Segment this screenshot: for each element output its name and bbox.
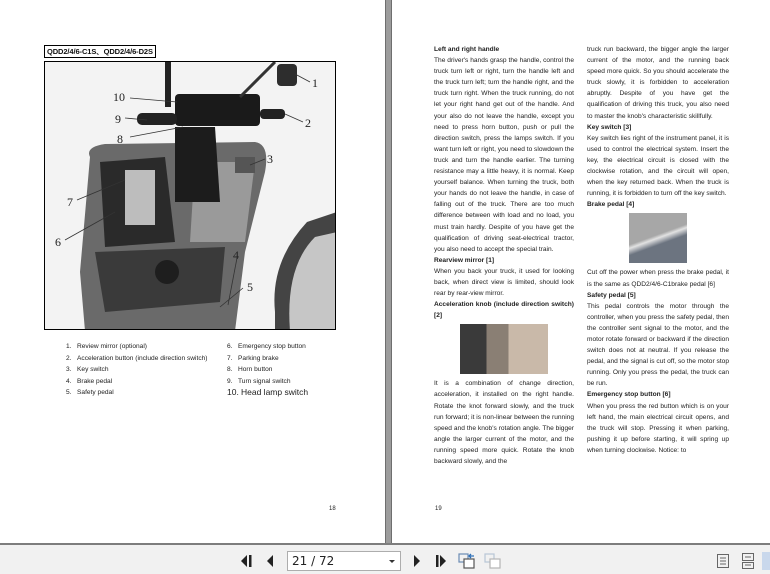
model-label: QDD2/4/6-C1S、QDD2/4/6-D2S — [44, 45, 156, 58]
next-page-icon — [412, 555, 422, 567]
heading-key-switch: Key switch [3] — [587, 123, 632, 131]
paragraph: It is a combination of change direction, acceleration, it installed on the right handle. Rotate the knot forward slowly, and the truck run forward; it is non-linear between the running speed and the knob's rotation angle. The bigger angle the larger current of the motor, and the running speed more quick. Rotate the knob backward slowly, and the — [434, 380, 574, 465]
page-number-right: 19 — [435, 506, 442, 512]
next-view-icon — [484, 552, 502, 570]
previous-view-icon — [458, 552, 476, 570]
truck-control-photo — [45, 62, 336, 330]
text-column-2 — [587, 44, 729, 456]
prev-page-icon — [265, 555, 275, 567]
heading-rearview-mirror: Rearview mirror [1] — [434, 256, 495, 264]
legend-column-1 — [66, 341, 207, 399]
first-page-button[interactable] — [240, 554, 254, 568]
acceleration-knob-photo — [460, 324, 548, 374]
heading-safety-pedal: Safety pedal [5] — [587, 291, 636, 299]
paragraph: When you press the red button which is on your left hand, the main electrical circuit opens, and the truck will stop. Pressing it when parking, pushing it up before starting, it will spring up when turning clockwise. Notice: to — [587, 402, 729, 454]
legend-item: 6. Emergency stop button — [227, 343, 306, 350]
legend-item: 4. Brake pedal — [66, 377, 113, 385]
previous-view-button[interactable] — [458, 552, 476, 570]
page-number-left: 18 — [329, 506, 336, 512]
heading-left-right-handle: Left and right handle — [434, 46, 500, 53]
callout-4: 4 — [233, 248, 239, 262]
callout-3: 3 — [267, 152, 273, 166]
legend-item: 1. Review mirror (optional) — [66, 343, 147, 350]
previous-page-button[interactable] — [263, 554, 277, 568]
last-page-icon — [434, 555, 448, 567]
continuous-page-icon — [742, 553, 754, 569]
single-page-icon — [717, 554, 729, 568]
legend-item: 10. Head lamp switch — [227, 387, 309, 398]
callout-9: 9 — [115, 112, 121, 126]
page-indicator: 21 / 72 — [292, 554, 335, 568]
facing-page-view-button[interactable] — [762, 552, 770, 570]
callout-2: 2 — [305, 116, 311, 130]
single-page-view-button[interactable] — [716, 554, 730, 568]
legend-item: 9. Turn signal switch — [227, 377, 291, 385]
callout-5: 5 — [247, 280, 253, 294]
page-18 — [0, 0, 385, 543]
legend-item: 3. Key switch — [66, 366, 109, 374]
legend-item: 8. Horn button — [227, 366, 273, 374]
callout-7: 7 — [67, 195, 73, 209]
heading-emergency-stop: Emergency stop button [6] — [587, 391, 671, 399]
paragraph: truck run backward, the bigger angle the larger current of the motor, and the running back speed more quick. So you should accelerate the truck slowly, it is forbidden to acceleration abruptly. Despite of you have get the qualification of driving this truck, you also need to master the knob's characteristic skillfully. — [587, 46, 729, 120]
page-number-select[interactable] — [287, 551, 401, 571]
legend-item: 2. Acceleration button (include direction switch) — [66, 354, 208, 362]
text-column-1 — [434, 44, 574, 467]
paragraph: Cut off the power when press the brake pedal, it is the same as QDD2/4/6-C1brake pedal [6] — [587, 269, 729, 288]
next-view-button[interactable] — [484, 552, 502, 570]
chevron-down-icon[interactable] — [389, 560, 395, 563]
legend-column-2 — [227, 341, 308, 399]
legend-item: 5. Safety pedal — [66, 389, 114, 397]
paragraph: Key switch lies right of the instrument panel, it is used to control the electrical system. Insert the key, the electrical circuit is closed with the clockwise rotation, and the circuit will open, when the key returned back. When the truck is running, it is forbidden to turn off the key switch. — [587, 134, 729, 198]
heading-acceleration-knob: Acceleration knob (include direction switch) [2] — [434, 301, 574, 320]
page-gutter — [385, 0, 392, 543]
callout-8: 8 — [117, 132, 123, 146]
paragraph: The driver's hands grasp the handle, control the truck turn left or right, turn the handle left and the truck turn left; turn the handle right, and the truck turn right. When the truck running, do not let your right hand get out of the handle. And your also do not leave the handle, except you need to press horn button, push or pull the direction switch, press the lamps switch. If you want turn left or right, you need to slowdown the truck and turn the handle earlier. The turning resistance may a little heavy, it is normal. Keep yourself balance. When turning the truck, both your hands do not leave the handle, in case of falling out of the truck. There are too much difference between with load and no load, you must train hardly. Despite of you have get the qualification of driving seat-electrical tractor, you also need to accept the special train. — [434, 57, 575, 253]
dashboard-figure — [44, 61, 336, 330]
last-page-button[interactable] — [434, 554, 448, 568]
first-page-icon — [240, 555, 254, 567]
paragraph: When you back your truck, it used for looking back, when direct view is limited, should look rear by rear-view mirror. — [434, 267, 574, 298]
callout-1: 1 — [312, 76, 318, 90]
callout-6: 6 — [55, 235, 61, 249]
next-page-button[interactable] — [410, 554, 424, 568]
page-19 — [392, 0, 770, 543]
legend-item: 7. Parking brake — [227, 354, 279, 362]
callout-10: 10 — [113, 90, 125, 104]
continuous-page-view-button[interactable] — [741, 554, 755, 568]
paragraph: This pedal controls the motor through the controller, when you press the safety pedal, then the controller sent signal to the motor, and the motor rotate forward or backward if the direction switch does not at neutral. If you release the pedal, and the signal is cut off, so the motor stop running. Only you press the pedal, the truck can be run. — [587, 302, 729, 388]
heading-brake-pedal: Brake pedal [4] — [587, 201, 635, 209]
brake-pedal-photo — [629, 213, 687, 263]
navigation-toolbar — [0, 543, 770, 574]
